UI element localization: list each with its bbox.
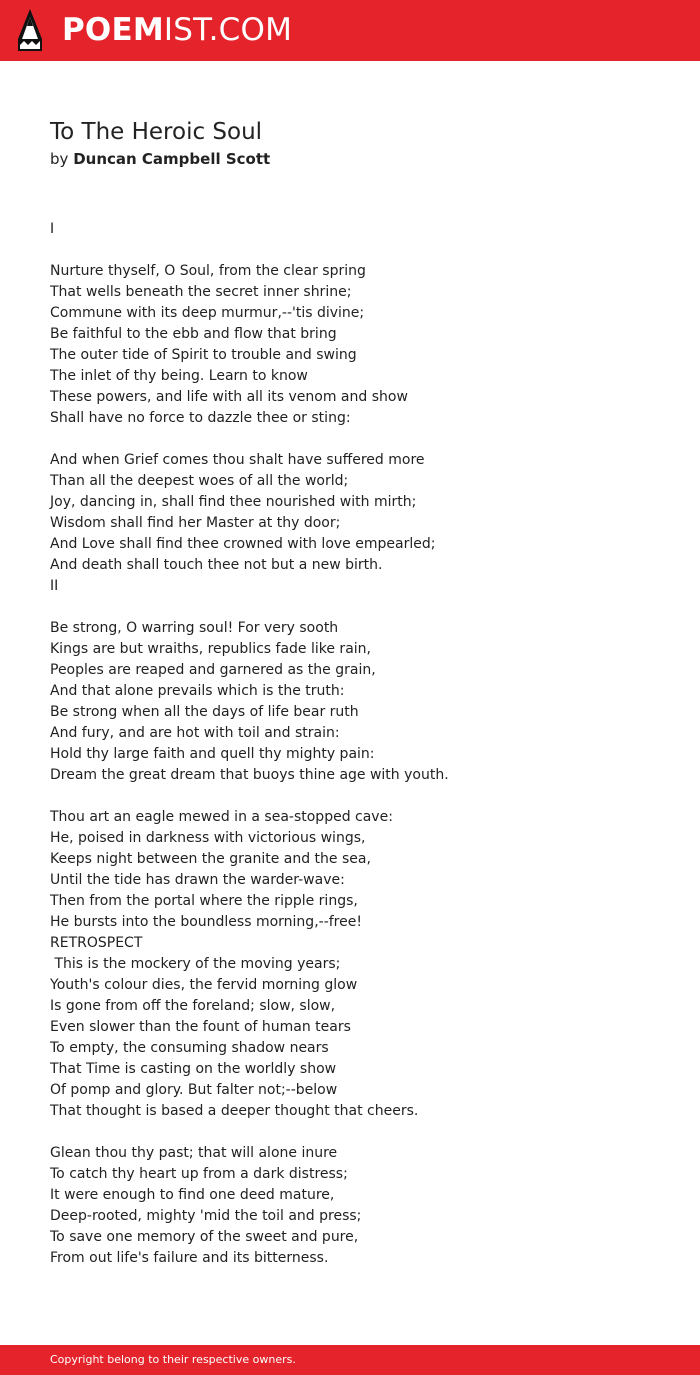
poem-line: Kings are but wraiths, republics fade like rain,	[50, 641, 371, 657]
poem-line: Thou art an eagle mewed in a sea-stopped cave:	[50, 809, 393, 825]
poem-line: Peoples are reaped and garnered as the grain,	[50, 662, 376, 678]
poem-line: Be strong, O warring soul! For very sooth	[50, 620, 339, 636]
poem-line: That wells beneath the secret inner shrine;	[50, 284, 352, 300]
poem-line: Deep-rooted, mighty 'mid the toil and press;	[50, 1208, 362, 1224]
poem-line: Dream the great dream that buoys thine age with youth.	[50, 767, 449, 783]
copyright-text: Copyright belong to their respective owners.	[50, 1353, 296, 1366]
site-footer	[0, 1345, 700, 1375]
poem-line: II	[50, 578, 59, 594]
poem-line: Commune with its deep murmur,--'tis divine;	[50, 305, 365, 321]
poem-title: To The Heroic Soul	[50, 119, 263, 145]
poem-byline	[50, 149, 270, 169]
poem-line: Youth's colour dies, the fervid morning glow	[50, 977, 358, 993]
poem-line: That thought is based a deeper thought that cheers.	[50, 1103, 419, 1119]
poem-line: To catch thy heart up from a dark distress;	[50, 1166, 348, 1182]
poem-line: And when Grief comes thou shalt have suffered more	[50, 452, 425, 468]
poem-line: RETROSPECT	[50, 935, 143, 951]
by-label: by	[50, 150, 69, 168]
poem-line: Hold thy large faith and quell thy mighty pain:	[50, 746, 375, 762]
poem-line: This is the mockery of the moving years;	[50, 956, 341, 972]
poem-line: Keeps night between the granite and the sea,	[50, 851, 371, 867]
poem-line	[50, 240, 670, 261]
poem-author: Duncan Campbell Scott	[73, 150, 271, 168]
poem-line	[50, 786, 670, 807]
poem-line: To save one memory of the sweet and pure,	[50, 1229, 359, 1245]
poem-line: These powers, and life with all its venom and show	[50, 389, 408, 405]
poem-line	[50, 597, 670, 618]
poem-line: And that alone prevails which is the truth:	[50, 683, 345, 699]
poem-line: Then from the portal where the ripple rings,	[50, 893, 358, 909]
pencil-icon[interactable]	[18, 9, 42, 51]
brand-bold: POEM	[62, 12, 164, 48]
site-header	[0, 0, 700, 61]
poem-line: I	[50, 221, 55, 237]
poem-line	[50, 1122, 670, 1143]
poem-line: Glean thou thy past; that will alone inure	[50, 1145, 338, 1161]
poem-line: Wisdom shall find her Master at thy door;	[50, 515, 341, 531]
poem-line: Shall have no force to dazzle thee or sting:	[50, 410, 351, 426]
poem-line: To empty, the consuming shadow nears	[50, 1040, 329, 1056]
poem-line: From out life's failure and its bitterness.	[50, 1250, 329, 1266]
brand-light: IST.COM	[163, 12, 293, 48]
poem-line: He bursts into the boundless morning,--free!	[50, 914, 362, 930]
poem-line: Nurture thyself, O Soul, from the clear spring	[50, 263, 366, 279]
poem-line: Be faithful to the ebb and flow that bring	[50, 326, 337, 342]
poem-line: It were enough to find one deed mature,	[50, 1187, 335, 1203]
poem-line: And Love shall find thee crowned with love empearled;	[50, 536, 436, 552]
poem-line	[50, 429, 670, 450]
poem-line: Be strong when all the days of life bear ruth	[50, 704, 359, 720]
poem-line: Until the tide has drawn the warder-wave:	[50, 872, 345, 888]
poem-line: And fury, and are hot with toil and strain:	[50, 725, 340, 741]
site-logo[interactable]	[62, 11, 292, 49]
poem-line: The outer tide of Spirit to trouble and swing	[50, 347, 357, 363]
poem-body	[50, 219, 670, 1269]
poem-line: And death shall touch thee not but a new birth.	[50, 557, 383, 573]
poem-line: Than all the deepest woes of all the world;	[50, 473, 349, 489]
poem-line: Joy, dancing in, shall find thee nourished with mirth;	[50, 494, 417, 510]
poem-line: Is gone from off the foreland; slow, slow,	[50, 998, 336, 1014]
poem-line: The inlet of thy being. Learn to know	[50, 368, 308, 384]
poem-line: Of pomp and glory. But falter not;--below	[50, 1082, 338, 1098]
poem-line: Even slower than the fount of human tears	[50, 1019, 351, 1035]
poem-line: That Time is casting on the worldly show	[50, 1061, 337, 1077]
poem-line: He, poised in darkness with victorious wings,	[50, 830, 366, 846]
